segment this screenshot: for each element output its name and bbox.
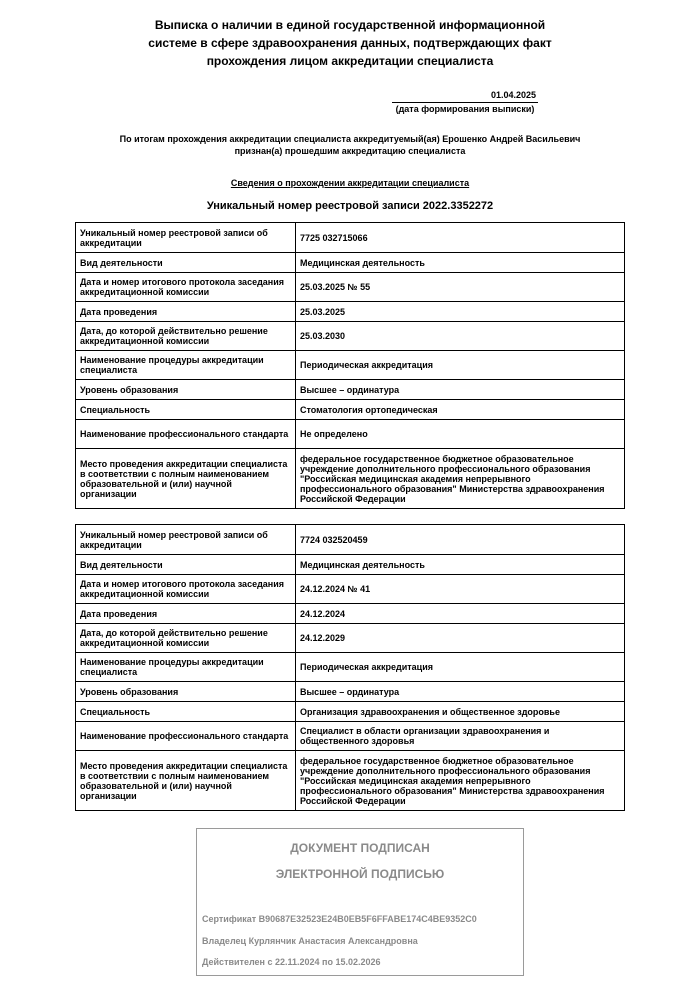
table-row: [76, 751, 625, 811]
table-row: [76, 420, 625, 449]
field-value: 25.03.2030: [296, 322, 625, 351]
field-value: Стоматология ортопедическая: [296, 400, 625, 420]
field-value: Высшее – ординатура: [296, 682, 625, 702]
field-label: Уровень образования: [76, 380, 296, 400]
field-label: Уровень образования: [76, 682, 296, 702]
table-row: [76, 682, 625, 702]
field-value: федеральное государственное бюджетное образовательное учреждение дополнительного профессионального образования "Российская медицинская академия непрерывного профессионального образования" Министерства здравоохранения Российской Федерации: [296, 449, 625, 509]
field-label: Дата, до которой действительно решение аккредитационной комиссии: [76, 624, 296, 653]
table-row: [76, 253, 625, 273]
field-label: Вид деятельности: [76, 555, 296, 575]
title-line: системе в сфере здравоохранения данных, подтверждающих факт: [148, 36, 552, 50]
field-label: Уникальный номер реестровой записи об аккредитации: [76, 223, 296, 253]
field-label: Наименование профессионального стандарта: [76, 420, 296, 449]
issue-date: 01.04.2025: [392, 89, 538, 103]
table-row: [76, 302, 625, 322]
field-value: 24.12.2024: [296, 604, 625, 624]
table-row: [76, 400, 625, 420]
field-label: Специальность: [76, 400, 296, 420]
field-label: Уникальный номер реестровой записи об аккредитации: [76, 525, 296, 555]
field-value: 7725 032715066: [296, 223, 625, 253]
field-value: 25.03.2025 № 55: [296, 273, 625, 302]
document-title: [0, 16, 700, 70]
field-label: Место проведения аккредитации специалиста в соответствии с полным наименованием образовательной и (или) научной организации: [76, 751, 296, 811]
stamp-certificate: Сертификат B90687E32523E24B0EB5F6FFABE174C4BE9352C0: [202, 914, 477, 924]
field-value: 7724 032520459: [296, 525, 625, 555]
field-value: 24.12.2029: [296, 624, 625, 653]
intro-line-1: По итогам прохождения аккредитации специалиста аккредитуемый(ая) Ерошенко Андрей Васильевич: [119, 134, 581, 144]
field-label: Вид деятельности: [76, 253, 296, 273]
field-value: Организация здравоохранения и общественное здоровье: [296, 702, 625, 722]
field-label: Дата проведения: [76, 302, 296, 322]
intro-statement: [0, 133, 700, 157]
field-value: Периодическая аккредитация: [296, 653, 625, 682]
field-value: Периодическая аккредитация: [296, 351, 625, 380]
accreditation-record-table: [75, 222, 625, 509]
field-label: Место проведения аккредитации специалиста в соответствии с полным наименованием образовательной и (или) научной организации: [76, 449, 296, 509]
field-value: Медицинская деятельность: [296, 253, 625, 273]
stamp-validity: Действителен с 22.11.2024 по 15.02.2026: [202, 957, 381, 967]
field-label: Дата проведения: [76, 604, 296, 624]
accreditation-record-table: [75, 524, 625, 811]
table-row: [76, 351, 625, 380]
field-value: Медицинская деятельность: [296, 555, 625, 575]
field-value: федеральное государственное бюджетное образовательное учреждение дополнительного профессионального образования "Российская медицинская академия непрерывного профессионального образования" Министерства здравоохранения Российской Федерации: [296, 751, 625, 811]
table-row: [76, 722, 625, 751]
title-line: прохождения лицом аккредитации специалиста: [206, 54, 494, 68]
electronic-signature-stamp: [196, 828, 524, 976]
field-label: Специальность: [76, 702, 296, 722]
field-value: Не определено: [296, 420, 625, 449]
table-row: [76, 575, 625, 604]
section-title: Сведения о прохождении аккредитации специалиста: [230, 178, 470, 188]
table-row: [76, 525, 625, 555]
field-value: 24.12.2024 № 41: [296, 575, 625, 604]
table-row: [76, 380, 625, 400]
field-label: Наименование процедуры аккредитации специалиста: [76, 351, 296, 380]
stamp-title-line-2: ЭЛЕКТРОННОЙ ПОДПИСЬЮ: [275, 867, 445, 881]
table-row: [76, 555, 625, 575]
issue-date-caption: (дата формирования выписки): [395, 104, 535, 114]
field-value: 25.03.2025: [296, 302, 625, 322]
issue-date-block: [392, 89, 538, 116]
table-row: [76, 322, 625, 351]
intro-line-2: признан(а) прошедшим аккредитацию специалиста: [234, 146, 466, 156]
field-label: Дата и номер итогового протокола заседания аккредитационной комиссии: [76, 575, 296, 604]
field-label: Наименование профессионального стандарта: [76, 722, 296, 751]
table-row: [76, 653, 625, 682]
table-row: [76, 702, 625, 722]
table-row: [76, 624, 625, 653]
table-row: [76, 449, 625, 509]
title-line: Выписка о наличии в единой государственной информационной: [154, 18, 546, 32]
field-value: Высшее – ординатура: [296, 380, 625, 400]
table-row: [76, 604, 625, 624]
registry-record-title: Уникальный номер реестровой записи 2022.3352272: [206, 200, 494, 212]
table-row: [76, 273, 625, 302]
stamp-title-line-1: ДОКУМЕНТ ПОДПИСАН: [290, 841, 430, 855]
field-value: Специалист в области организации здравоохранения и общественного здоровья: [296, 722, 625, 751]
table-row: [76, 223, 625, 253]
stamp-owner: Владелец Курлянчик Анастасия Александровна: [202, 936, 418, 946]
field-label: Дата и номер итогового протокола заседания аккредитационной комиссии: [76, 273, 296, 302]
field-label: Наименование процедуры аккредитации специалиста: [76, 653, 296, 682]
field-label: Дата, до которой действительно решение аккредитационной комиссии: [76, 322, 296, 351]
